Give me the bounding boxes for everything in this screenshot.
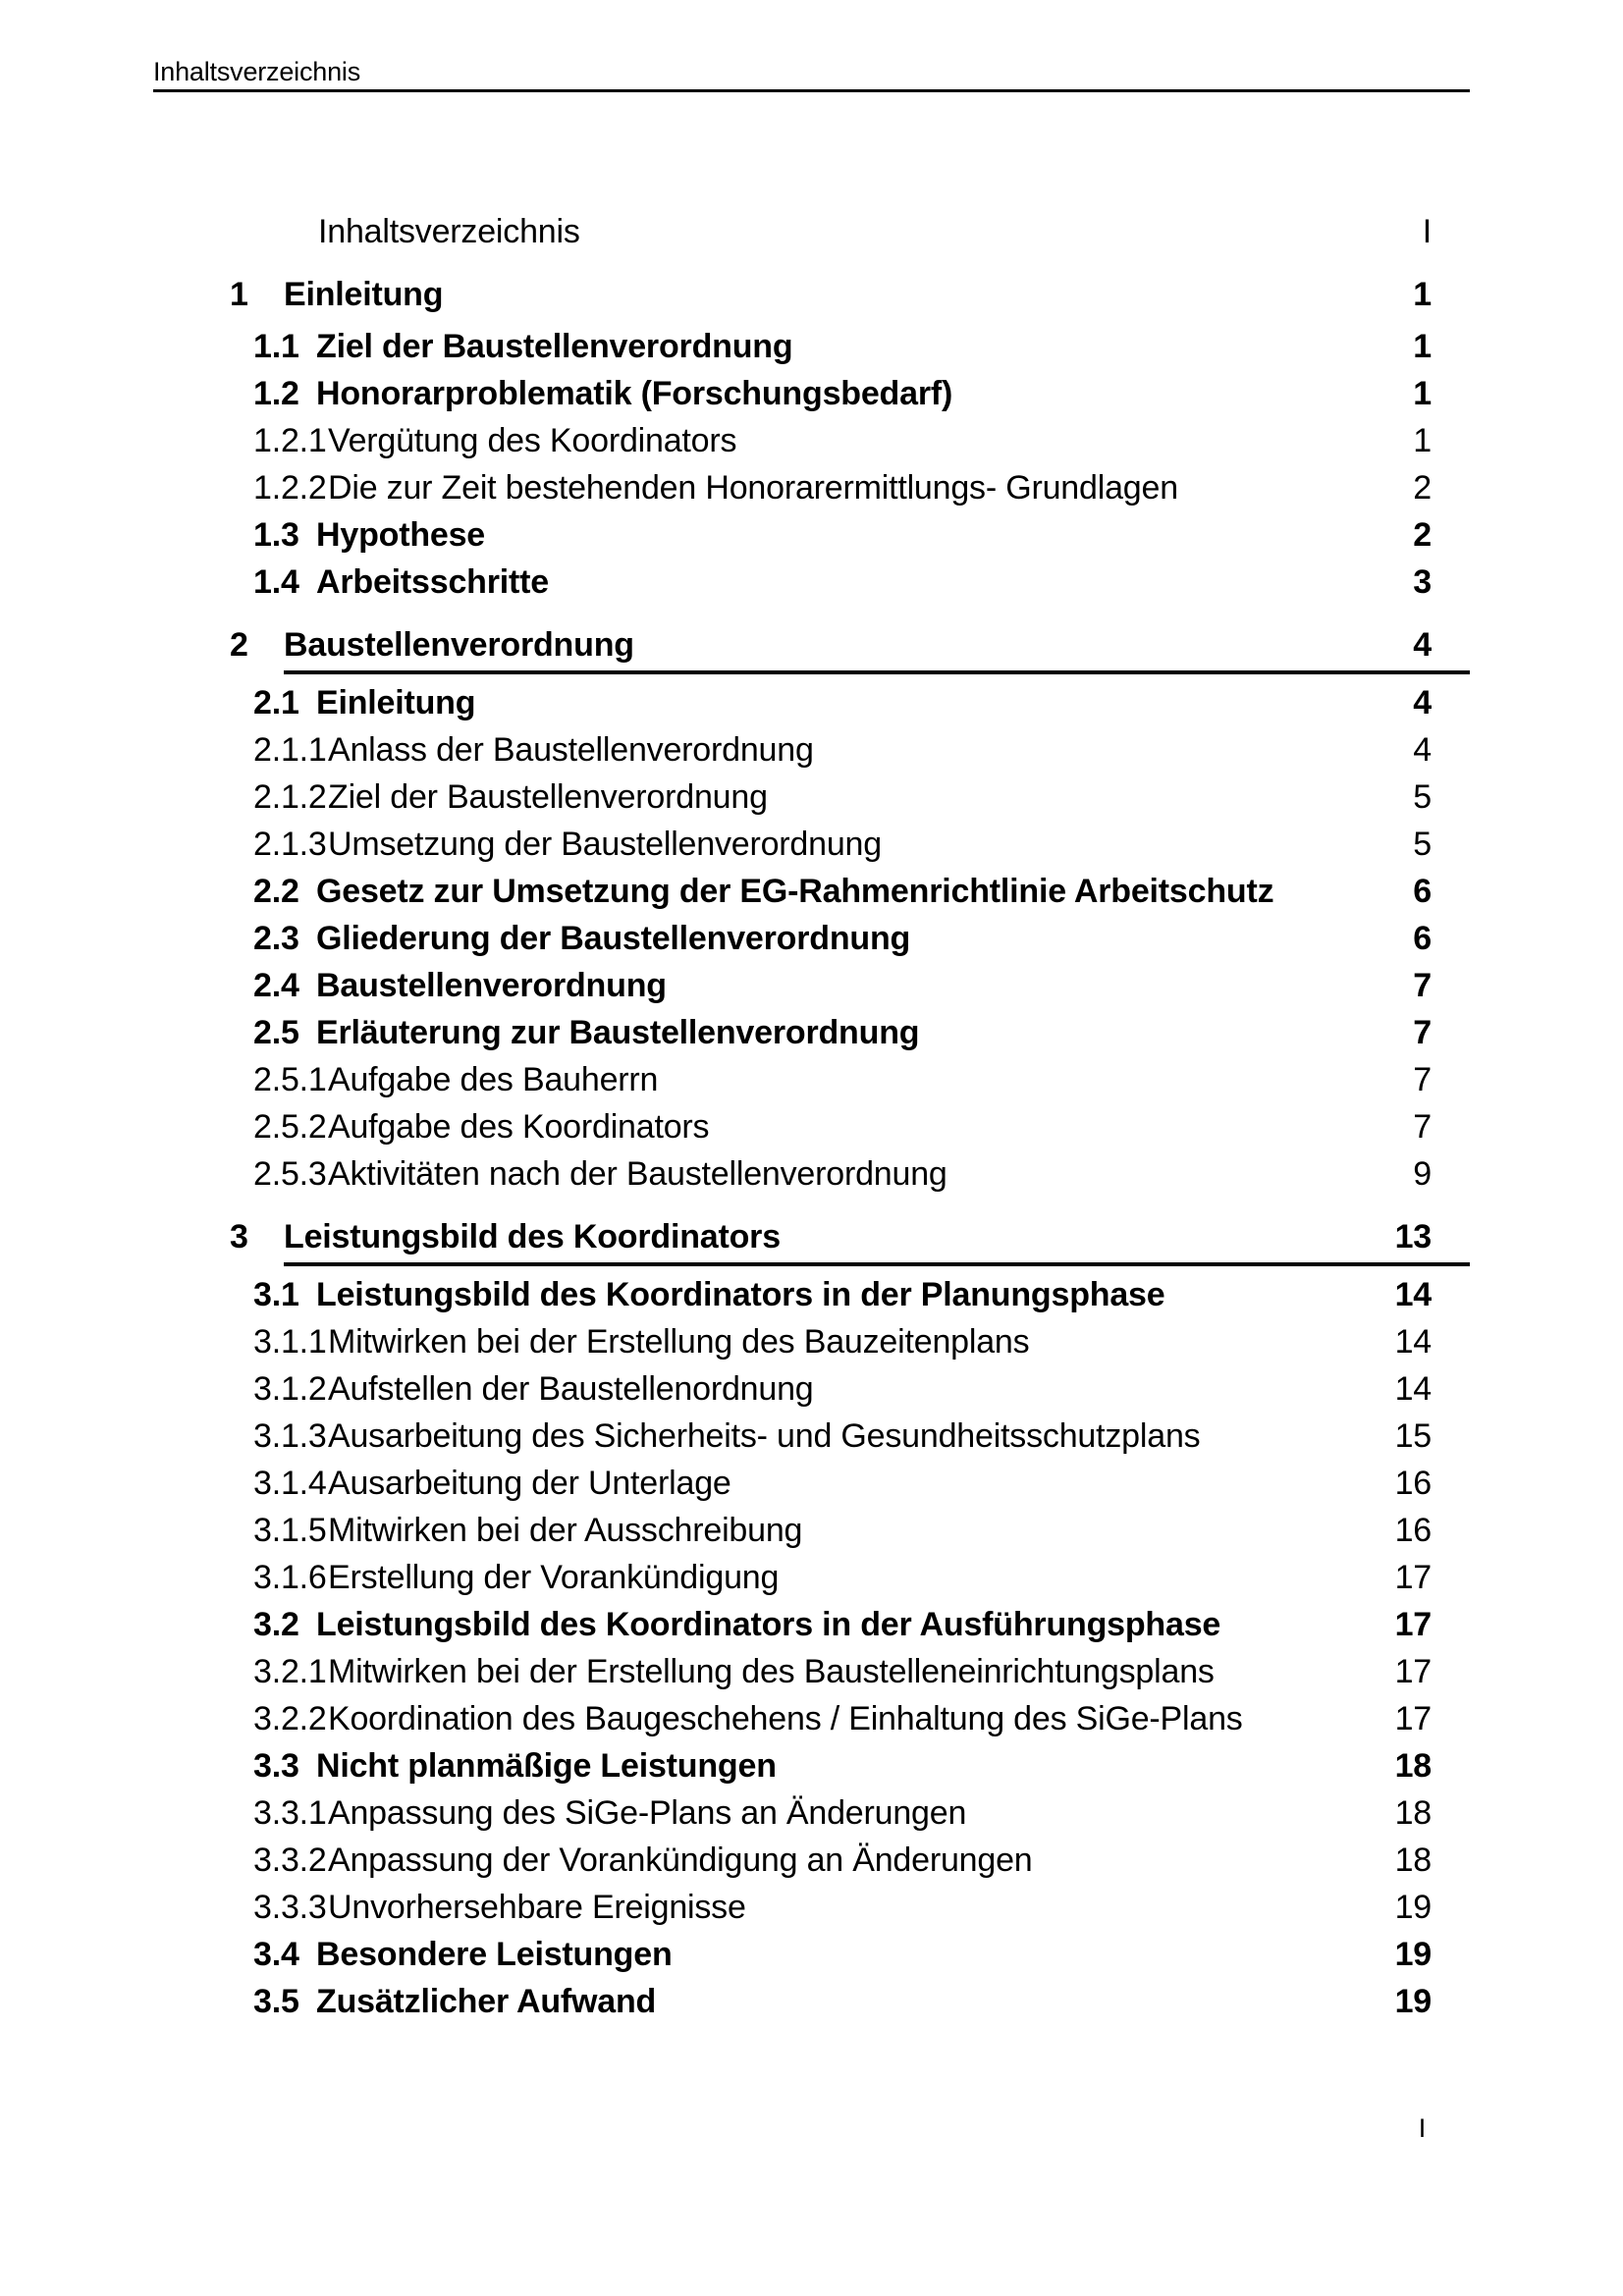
toc-entry-body [316,1601,1470,1648]
toc-entry-body [328,464,1470,511]
toc-entry-body [328,1789,1470,1837]
toc-entry-title: Einleitung [316,684,476,721]
toc-entry-number: 3.1.5 [253,1512,327,1549]
toc-entry-page-number: 7 [1413,1061,1432,1098]
toc-entry-number: 2.3 [253,920,299,957]
toc-entry-page-number: 1 [1413,276,1432,313]
toc-entry[interactable] [153,1931,1470,1978]
toc-entry[interactable] [153,1413,1470,1460]
toc-entry[interactable] [153,1978,1470,2025]
toc-entry-title: Gliederung der Baustellenverordnung [316,920,911,957]
toc-entry-page-number: 4 [1413,731,1432,769]
toc-entry-title: Ziel der Baustellenverordnung [316,328,793,365]
toc-entry[interactable] [153,1213,1470,1266]
toc-entry-body [316,370,1470,417]
toc-entry-number: 1.2 [253,375,299,412]
toc-entry-title: Nicht planmäßige Leistungen [316,1747,777,1785]
toc-entry-body [328,1695,1470,1742]
toc-entry-title: Baustellenverordnung [316,967,667,1004]
toc-entry-number: 2 [230,626,248,664]
toc-entry-body [316,1978,1470,2025]
toc-entry-page-number: 7 [1413,1108,1432,1146]
toc-entry-title: Unvorhersehbare Ereignisse [328,1889,746,1926]
toc-entry-number: 3.3.1 [253,1794,327,1832]
toc-entry-title: Erläuterung zur Baustellenverordnung [316,1014,920,1051]
toc-entry-page-number: 3 [1413,563,1432,601]
toc-entry-number: 2.1.3 [253,826,327,863]
toc-entry[interactable] [153,1695,1470,1742]
toc-entry-body [328,417,1470,464]
toc-entry-title: Baustellenverordnung [284,626,634,664]
toc-entry-title: Leistungsbild des Koordinators in der Planungsphase [316,1276,1165,1313]
toc-entry-body [328,1460,1470,1507]
toc-entry[interactable] [153,1789,1470,1837]
toc-entry-number: 2.1 [253,684,299,721]
toc-entry-page-number: 19 [1394,1936,1432,1973]
toc-entry-title: Ziel der Baustellenverordnung [328,778,768,816]
toc-entry[interactable] [153,1554,1470,1601]
toc-entry-title: Aufstellen der Baustellenordnung [328,1370,814,1408]
toc-entry-title: Ausarbeitung des Sicherheits- und Gesundheitsschutzplans [328,1417,1201,1455]
toc-entry[interactable] [153,915,1470,962]
toc-entry-body [328,1318,1470,1365]
toc-entry-number: 2.5.2 [253,1108,327,1146]
toc-entry-page-number: 4 [1413,684,1432,721]
toc-entry-title: Koordination des Baugeschehens / Einhaltung des SiGe-Plans [328,1700,1243,1737]
toc-entry-body [328,1103,1470,1150]
toc-entry-title: Anpassung des SiGe-Plans an Änderungen [328,1794,967,1832]
toc-entry[interactable] [153,1056,1470,1103]
toc-entry-number: 1.3 [253,516,299,554]
toc-entry-page-number: 2 [1413,469,1432,507]
toc-entry-body [316,915,1470,962]
toc-entry-number: 2.4 [253,967,299,1004]
table-of-contents [153,208,1470,2025]
toc-entry-page-number: 2 [1413,516,1432,554]
toc-entry[interactable] [153,1601,1470,1648]
toc-entry-page-number: 16 [1394,1465,1432,1502]
toc-entry[interactable] [153,1507,1470,1554]
toc-entry-body [328,1150,1470,1198]
toc-entry-title: Aufgabe des Koordinators [328,1108,710,1146]
toc-entry[interactable] [153,271,1470,318]
toc-entry-body [316,511,1470,559]
toc-entry[interactable] [153,1742,1470,1789]
toc-entry-title: Leistungsbild des Koordinators [284,1218,781,1255]
toc-entry-page-number: 5 [1413,826,1432,863]
toc-entry[interactable] [153,464,1470,511]
toc-entry[interactable] [153,1009,1470,1056]
toc-entry-page-number: 19 [1394,1983,1432,2020]
toc-entry-page-number: 17 [1394,1700,1432,1737]
toc-entry-number: 3 [230,1218,248,1255]
toc-entry[interactable] [153,1318,1470,1365]
toc-entry[interactable] [153,679,1470,726]
toc-entry-page-number: 4 [1413,626,1432,664]
toc-entry-page-number: 1 [1413,375,1432,412]
footer-page-number: I [1418,2113,1426,2143]
toc-entry-title: Mitwirken bei der Erstellung des Baustelleneinrichtungsplans [328,1653,1215,1690]
toc-entry-body [328,1554,1470,1601]
toc-entry[interactable] [153,208,1470,255]
toc-entry-page-number: 7 [1413,1014,1432,1051]
toc-entry-number: 2.1.2 [253,778,327,816]
toc-entry-page-number: 17 [1394,1559,1432,1596]
toc-entry-title: Mitwirken bei der Erstellung des Bauzeitenplans [328,1323,1030,1361]
toc-entry-body [316,1009,1470,1056]
toc-entry-body [316,1931,1470,1978]
toc-entry-title: Leistungsbild des Koordinators in der Ausführungsphase [316,1606,1221,1643]
toc-entry-page-number: 19 [1394,1889,1432,1926]
toc-entry[interactable] [153,1837,1470,1884]
toc-entry-body [318,208,1470,255]
toc-entry-page-number: 16 [1394,1512,1432,1549]
toc-entry-title: Umsetzung der Baustellenverordnung [328,826,882,863]
toc-entry-title: Besondere Leistungen [316,1936,673,1973]
toc-entry-page-number: 14 [1394,1276,1432,1313]
toc-entry-body [316,1742,1470,1789]
toc-entry-title: Erstellung der Vorankündigung [328,1559,780,1596]
toc-entry-title: Vergütung des Koordinators [328,422,737,459]
page-footer [1419,2112,1426,2144]
toc-entry-body [328,1365,1470,1413]
toc-entry-number: 1.2.2 [253,469,327,507]
toc-entry-title: Ausarbeitung der Unterlage [328,1465,731,1502]
toc-entry-page-number: 6 [1413,920,1432,957]
toc-entry-page-number: I [1422,213,1432,250]
toc-entry-title: Gesetz zur Umsetzung der EG-Rahmenrichtlinie Arbeitschutz [316,873,1274,910]
toc-entry-page-number: 18 [1394,1747,1432,1785]
toc-entry-number: 3.2.1 [253,1653,327,1690]
toc-entry[interactable] [153,417,1470,464]
toc-entry-body [328,726,1470,774]
toc-entry-page-number: 14 [1394,1370,1432,1408]
toc-entry-title: Aufgabe des Bauherrn [328,1061,659,1098]
toc-entry-title: Anpassung der Vorankündigung an Änderungen [328,1842,1033,1879]
toc-entry-number: 3.4 [253,1936,299,1973]
toc-entry-page-number: 18 [1394,1842,1432,1879]
toc-entry[interactable] [153,962,1470,1009]
toc-entry[interactable] [153,559,1470,606]
toc-entry-body [328,1056,1470,1103]
toc-entry-number: 1.4 [253,563,299,601]
toc-entry[interactable] [153,1103,1470,1150]
toc-entry-page-number: 1 [1413,422,1432,459]
toc-entry-page-number: 14 [1394,1323,1432,1361]
toc-entry-title: Mitwirken bei der Ausschreibung [328,1512,803,1549]
toc-entry-page-number: 9 [1413,1155,1432,1193]
toc-entry-page-number: 18 [1394,1794,1432,1832]
toc-entry[interactable] [153,323,1470,370]
toc-entry-title: Hypothese [316,516,486,554]
toc-entry-body [284,621,1470,674]
toc-entry-page-number: 13 [1394,1218,1432,1255]
toc-entry-number: 3.1.2 [253,1370,327,1408]
toc-entry-body [328,1507,1470,1554]
toc-entry-page-number: 1 [1413,328,1432,365]
toc-entry-page-number: 6 [1413,873,1432,910]
page-header-title: Inhaltsverzeichnis [153,57,361,86]
toc-entry-body [328,1884,1470,1931]
toc-entry-body [316,679,1470,726]
toc-entry[interactable] [153,1460,1470,1507]
toc-entry[interactable] [153,1884,1470,1931]
toc-entry[interactable] [153,511,1470,559]
toc-entry-body [328,774,1470,821]
toc-entry-body [316,962,1470,1009]
toc-entry-body [316,1271,1470,1318]
toc-entry-number: 3.2.2 [253,1700,327,1737]
toc-entry[interactable] [153,868,1470,915]
toc-entry-title: Einleitung [284,276,444,313]
toc-entry-number: 3.1.3 [253,1417,327,1455]
toc-entry[interactable] [153,821,1470,868]
toc-entry-number: 2.1.1 [253,731,327,769]
toc-entry[interactable] [153,726,1470,774]
toc-entry[interactable] [153,1150,1470,1198]
toc-entry-body [316,868,1470,915]
toc-entry-title: Zusätzlicher Aufwand [316,1983,657,2020]
toc-entry-number: 2.2 [253,873,299,910]
toc-entry[interactable] [153,621,1470,674]
toc-entry-number: 1 [230,276,248,313]
toc-entry-body [284,1213,1470,1266]
toc-entry-title: Die zur Zeit bestehenden Honorarermittlungs- Grundlagen [328,469,1178,507]
toc-entry-number: 3.1.6 [253,1559,327,1596]
toc-entry-page-number: 17 [1394,1606,1432,1643]
toc-entry[interactable] [153,1365,1470,1413]
toc-entry-number: 3.3.3 [253,1889,327,1926]
toc-entry-title: Honorarproblematik (Forschungsbedarf) [316,375,953,412]
toc-entry-number: 1.2.1 [253,422,327,459]
toc-entry-title: Inhaltsverzeichnis [318,213,580,250]
toc-entry-number: 2.5 [253,1014,299,1051]
toc-entry-title: Arbeitsschritte [316,563,549,601]
toc-entry-body [328,1413,1470,1460]
toc-entry-number: 3.1 [253,1276,299,1313]
toc-entry-number: 3.3.2 [253,1842,327,1879]
toc-entry[interactable] [153,774,1470,821]
toc-entry-body [316,559,1470,606]
toc-entry[interactable] [153,1648,1470,1695]
toc-entry-page-number: 15 [1394,1417,1432,1455]
page-header [153,0,1470,92]
toc-entry-title: Anlass der Baustellenverordnung [328,731,814,769]
toc-entry[interactable] [153,370,1470,417]
toc-entry-body [328,1648,1470,1695]
toc-entry[interactable] [153,1271,1470,1318]
toc-entry-page-number: 7 [1413,967,1432,1004]
toc-entry-number: 3.3 [253,1747,299,1785]
toc-entry-body [328,821,1470,868]
toc-entry-number: 3.1.4 [253,1465,327,1502]
toc-entry-title: Aktivitäten nach der Baustellenverordnung [328,1155,947,1193]
toc-entry-page-number: 17 [1394,1653,1432,1690]
toc-entry-number: 2.5.3 [253,1155,327,1193]
toc-entry-number: 3.1.1 [253,1323,327,1361]
toc-entry-number: 2.5.1 [253,1061,327,1098]
toc-entry-number: 3.5 [253,1983,299,2020]
toc-entry-page-number: 5 [1413,778,1432,816]
header-rule [153,89,1470,92]
toc-entry-body [316,323,1470,370]
toc-entry-number: 1.1 [253,328,299,365]
toc-entry-number: 3.2 [253,1606,299,1643]
toc-entry-body [284,271,1470,318]
toc-entry-body [328,1837,1470,1884]
